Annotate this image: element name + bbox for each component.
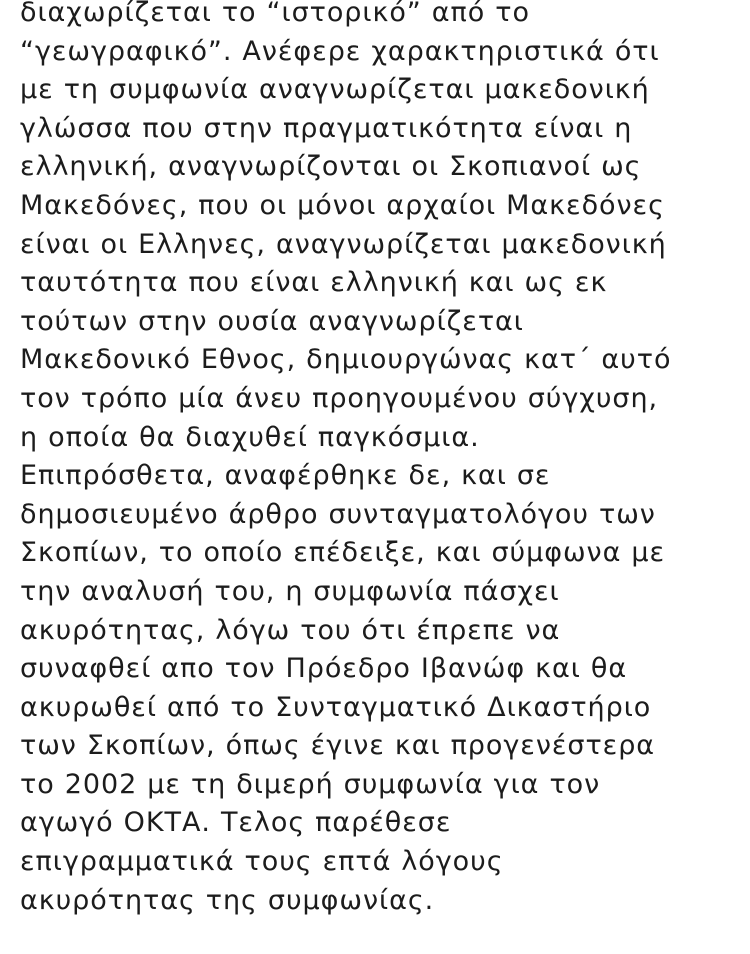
text-line: το 2002 με τη διμερή συμφωνία για τον: [20, 768, 601, 800]
text-line: είναι οι Ελληνες, αναγνωρίζεται μακεδονική: [20, 228, 667, 260]
text-line: διαχωρίζεται το “ιστορικό” από το: [20, 0, 530, 28]
text-line: Μακεδονικό Εθνος, δημιουργώνας κατ΄ αυτό: [20, 344, 672, 376]
text-line: ελληνική, αναγνωρίζονται οι Σκοπιανοί ως: [20, 151, 642, 183]
text-line: “γεωγραφικό”. Ανέφερε χαρακτηριστικά ότι: [20, 35, 660, 67]
text-line: τούτων στην ουσία αναγνωρίζεται: [20, 305, 524, 337]
text-line: ακυρότητας της συμφωνίας.: [20, 884, 435, 916]
text-line: η οποία θα διαχυθεί παγκόσμια.: [20, 421, 480, 453]
text-line: τον τρόπο μία άνευ προηγουμένου σύγχυση,: [20, 382, 659, 414]
text-line: των Σκοπίων, όπως έγινε και προγενέστερα: [20, 730, 656, 762]
text-line: Μακεδόνες, που οι μόνοι αρχαίοι Μακεδόνες: [20, 189, 665, 221]
text-line: Επιπρόσθετα, αναφέρθηκε δε, και σε: [20, 460, 551, 492]
text-line: γλώσσα που στην πραγματικότητα είναι η: [20, 112, 633, 144]
text-line: συναφθεί απο τον Πρόεδρο Ιβανώφ και θα: [20, 653, 628, 685]
text-line: δημοσιευμένο άρθρο συνταγματολόγου των: [20, 498, 656, 530]
text-line: ταυτότητα που είναι ελληνική και ως εκ: [20, 267, 608, 299]
text-line: ακυρότητας, λόγω του ότι έπρεπε να: [20, 614, 561, 646]
text-line: με τη συμφωνία αναγνωρίζεται μακεδονική: [20, 74, 650, 106]
text-line: Σκοπίων, το οποίο επέδειξε, και σύμφωνα με: [20, 537, 666, 569]
text-line: ακυρωθεί από το Συνταγματικό Δικαστήριο: [20, 691, 652, 723]
text-line: επιγραμματικά τους επτά λόγους: [20, 846, 504, 878]
article-text: [20, 0, 750, 920]
text-line: την αναλυσή του, η συμφωνία πάσχει: [20, 575, 560, 607]
text-line: αγωγό ΟΚΤΑ. Τελος παρέθεσε: [20, 807, 452, 839]
